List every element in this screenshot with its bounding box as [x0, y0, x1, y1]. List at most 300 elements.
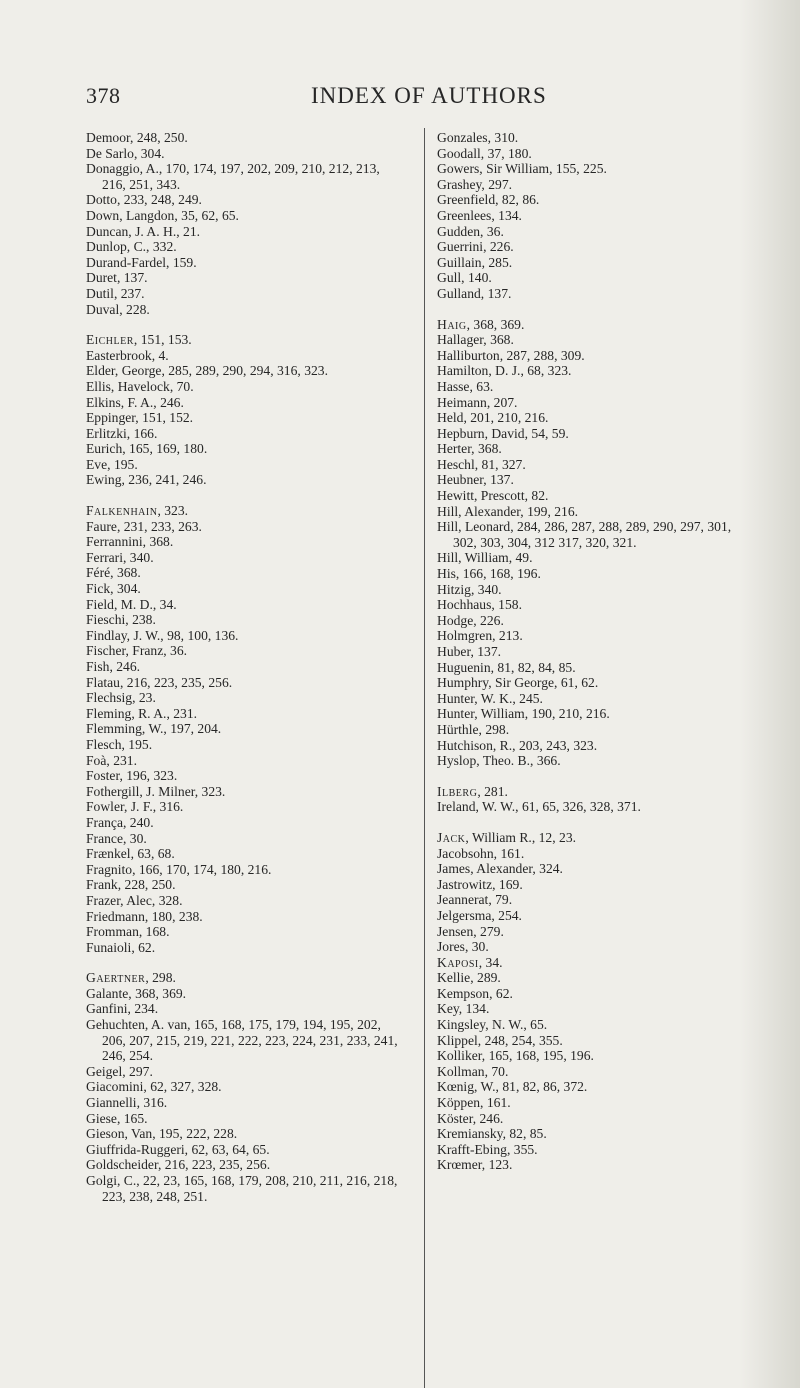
index-entry [437, 488, 755, 504]
page-references: , 68, 323. [520, 363, 572, 379]
author-name: Herter [437, 441, 472, 457]
index-entry [86, 1142, 404, 1158]
page-references: , 134. [491, 207, 522, 223]
author-name: Hamilton, D. J. [437, 363, 521, 379]
index-entry [437, 332, 755, 348]
author-name: Findlay, J. W. [86, 627, 161, 643]
author-name: Fragnito [86, 861, 133, 877]
author-name: Frank [86, 877, 118, 893]
index-entry [437, 130, 755, 146]
page-references: , 151, 153. [133, 332, 192, 348]
index-entry [86, 799, 404, 815]
page-references: , 203, 243, 323. [512, 737, 598, 753]
index-entry [437, 317, 755, 333]
page-references: , 368, 369. [466, 316, 525, 332]
index-entry [437, 1064, 755, 1080]
author-name: Erlitzki [86, 425, 127, 441]
author-name: Hill, William [437, 550, 509, 566]
page-references: , 166, 170, 174, 180, 216. [132, 861, 272, 877]
index-entry [86, 1001, 404, 1017]
author-name: Jelgersma [437, 907, 492, 923]
index-entry [437, 706, 755, 722]
page-references: , 36. [163, 643, 188, 659]
author-name: Jensen [437, 923, 474, 939]
author-name: James, Alexander [437, 861, 533, 877]
index-entry [86, 768, 404, 784]
index-entry [86, 519, 404, 535]
page-references: , 226. [483, 239, 514, 255]
index-entry [86, 146, 404, 162]
page-references: , 137. [470, 644, 502, 659]
author-name: Kollman [437, 1063, 485, 1079]
index-entry [437, 1001, 755, 1017]
index-entry [86, 255, 404, 271]
index-entry [86, 1017, 404, 1064]
page-references: , 368. [142, 534, 174, 550]
letter-section-gap [86, 955, 404, 970]
page-references: , 137. [116, 270, 148, 286]
page-references: , 297. [122, 1063, 153, 1079]
author-name: Eve [86, 456, 108, 472]
page-references: , 366. [530, 753, 561, 769]
index-entry [437, 955, 755, 971]
page-references: , 368. [483, 332, 514, 348]
author-name: Huguenin [437, 659, 491, 675]
index-entry [437, 239, 755, 255]
page-references: , 37, 180. [480, 145, 532, 161]
index-entry [86, 986, 404, 1002]
page-references: , 137. [483, 472, 514, 488]
author-name: Ireland, W. W. [437, 799, 516, 815]
page-references: , 165. [116, 1110, 148, 1126]
author-name: Kremiansky [437, 1126, 503, 1142]
author-name: Greenlees [437, 207, 492, 223]
index-entry [437, 1111, 755, 1127]
author-name: Gonzales [437, 130, 488, 145]
index-entry [86, 893, 404, 909]
author-name: Hepburn, David [437, 425, 525, 441]
author-name: Haig [437, 316, 467, 332]
page-references: , 30. [464, 939, 489, 955]
index-entry [437, 970, 755, 986]
author-name: Kaposi [437, 954, 479, 970]
index-entry [86, 550, 404, 566]
letter-section-gap [437, 815, 755, 830]
index-entry [86, 581, 404, 597]
index-entry [437, 908, 755, 924]
author-name: Down, Langdon [86, 207, 175, 223]
index-entry [86, 877, 404, 893]
page-references: , 238. [125, 612, 156, 628]
page-references: , 237. [113, 285, 145, 301]
index-entry [86, 675, 404, 691]
index-entry [86, 753, 404, 769]
author-name: Giuffrida-Ruggeri [86, 1141, 185, 1157]
author-name: Gowers, Sir William [437, 161, 550, 177]
page-references: , 81, 82, 84, 85. [490, 659, 576, 675]
author-name: Frazer, Alec [86, 892, 152, 908]
page-references: , 54, 59. [524, 425, 569, 441]
index-entry [86, 192, 404, 208]
page-references: , 82, 85. [502, 1126, 547, 1142]
page-references: , 82. [524, 488, 549, 504]
author-name: Foster [86, 768, 120, 784]
page-references: , 62, 63, 64, 65. [184, 1141, 270, 1157]
author-name: Durand-Fardel [86, 254, 167, 270]
author-name: Féré [86, 565, 111, 581]
page-references: , 165, 168, 195, 196. [481, 1048, 594, 1064]
page-references: , 254. [491, 907, 522, 923]
author-name: Hutchison, R. [437, 737, 513, 753]
page-references: , 195. [107, 456, 138, 472]
author-name: Hasse [437, 378, 470, 394]
author-name: France [86, 830, 123, 846]
index-entry [437, 613, 755, 629]
page-references: , 123. [481, 1157, 513, 1173]
index-entry [86, 534, 404, 550]
page-references: , 12, 23. [531, 829, 577, 845]
page-references: , 166, 168, 196. [455, 566, 541, 582]
page-references: , 161. [480, 1095, 511, 1111]
author-name: Heubner [437, 472, 484, 488]
page-references: , 289. [470, 970, 501, 986]
page-references: , 196, 323. [119, 768, 178, 784]
index-entry [86, 270, 404, 286]
index-entry [86, 302, 404, 318]
index-entry [437, 395, 755, 411]
author-name: Faure [86, 518, 117, 534]
index-entry [437, 784, 755, 800]
author-name: Geigel [86, 1063, 123, 1079]
page-references: , 98, 100, 136. [160, 627, 239, 643]
page-references: , 168. [138, 924, 170, 940]
author-name: Hodge [437, 612, 474, 628]
index-entry [86, 239, 404, 255]
index-entry [86, 846, 404, 862]
author-name: Foà [86, 752, 107, 768]
page-references: , 36. [480, 223, 504, 239]
page-references: , 30. [123, 830, 147, 846]
index-entry [86, 161, 404, 192]
index-entry [86, 659, 404, 675]
index-entry [86, 565, 404, 581]
page-references: , 165, 168, 175, 179, 194, 195, 202, 206, 207, 215, 219, 221, 222, 223, 224, 231, 233, 241, 246, 254. [102, 1017, 398, 1064]
index-entry [437, 1095, 755, 1111]
author-name: Köppen [437, 1095, 481, 1111]
index-entry [86, 457, 404, 473]
index-entry [86, 831, 404, 847]
page-references: , 35, 62, 65. [174, 207, 239, 223]
author-name: Hyslop, Theo. B. [437, 753, 531, 769]
index-entry [437, 161, 755, 177]
author-name: Ellis, Havelock [86, 378, 170, 394]
page-references: , 228, 250. [117, 877, 176, 893]
page-references: , 298. [478, 721, 510, 737]
index-entry [437, 270, 755, 286]
index-entry [437, 379, 755, 395]
author-name: Hürthle [437, 721, 479, 737]
author-name: Jacobsohn [437, 845, 494, 861]
page-references: , 281. [477, 783, 508, 799]
page-references: , 61, 62. [554, 675, 599, 691]
index-entry [86, 224, 404, 240]
index-entry [86, 1095, 404, 1111]
author-name: Humphry, Sir George [437, 675, 555, 691]
author-name: Easterbrook [86, 347, 152, 363]
author-name: Duval [86, 301, 120, 317]
page-references: , 79. [488, 892, 513, 908]
page-references: , 165, 169, 180. [122, 441, 208, 457]
page-references: , 190, 210, 216. [524, 706, 610, 722]
index-entry [86, 909, 404, 925]
page-references: , 70. [169, 378, 194, 394]
page-references: , 323. [194, 783, 226, 799]
index-entry [437, 939, 755, 955]
author-name: Eichler [86, 332, 134, 348]
index-entry [437, 192, 755, 208]
index-entry [437, 892, 755, 908]
page-references: , 328. [151, 892, 183, 908]
page-references: , 304. [133, 145, 165, 161]
index-entry [86, 1173, 404, 1204]
author-name: Held [437, 410, 464, 426]
page-references: , 246. [472, 1110, 504, 1126]
running-title: INDEX OF AUTHORS [311, 83, 547, 108]
page-references: , 368, 369. [128, 985, 187, 1001]
author-name: Heschl [437, 456, 475, 472]
index-entry [437, 861, 755, 877]
index-entry [86, 612, 404, 628]
author-name: Eurich [86, 441, 123, 457]
page-references: , 159. [166, 254, 197, 270]
author-name: Jores [437, 939, 465, 955]
index-entry [86, 628, 404, 644]
page-references: , 166. [126, 425, 158, 441]
page-references: , 213. [492, 628, 523, 644]
page-references: , 62. [489, 985, 513, 1001]
author-name: Fothergill, J. Milner [86, 783, 195, 799]
page-references: , 195, 222, 228. [152, 1126, 238, 1142]
page-references: , 197, 204. [163, 721, 222, 737]
page-references: , 82, 86. [495, 192, 540, 208]
page-references: , 81, 82, 86, 372. [495, 1079, 588, 1095]
index-entry [86, 1079, 404, 1095]
page-references: , 23. [132, 690, 156, 706]
author-name: Jack, William R. [437, 829, 532, 845]
page-references: , 65. [523, 1017, 548, 1033]
author-name: Gaertner [86, 970, 146, 986]
page-references: , 140. [461, 270, 492, 286]
index-entry [437, 877, 755, 893]
index-entry [86, 410, 404, 426]
author-name: Giacomini [86, 1079, 144, 1095]
page-references: , 195. [121, 736, 153, 752]
page-references: , 316. [136, 1095, 168, 1111]
page-references: , 216, 223, 235, 256. [157, 1157, 271, 1173]
index-entry [86, 862, 404, 878]
index-entry [437, 924, 755, 940]
index-entry [437, 224, 755, 240]
page-references: , 233, 248, 249. [116, 192, 202, 208]
author-name: Fowler, J. F. [86, 799, 153, 815]
author-name: Fischer, Franz [86, 643, 164, 659]
index-entry [437, 753, 755, 769]
page-references: , 169. [492, 876, 523, 892]
author-name: Eppinger [86, 410, 136, 426]
page-references: , 332. [146, 239, 177, 255]
index-entry [437, 628, 755, 644]
page-references: , 137. [480, 285, 512, 301]
author-name: Hunter, W. K. [437, 690, 513, 706]
index-entry [86, 690, 404, 706]
page-references: , 240. [123, 814, 154, 830]
page-references: , 246. [109, 659, 141, 674]
page-references: , 285. [481, 254, 513, 270]
page-references: , 34. [152, 596, 177, 612]
page-references: , 245. [512, 690, 543, 706]
author-name: Flechsig [86, 690, 133, 706]
index-column-left [86, 130, 404, 1204]
page-references: , 216, 223, 235, 256. [119, 674, 233, 690]
index-entry [437, 830, 755, 846]
index-entry [437, 846, 755, 862]
author-name: Hewitt, Prescott [437, 488, 525, 504]
index-entry [86, 1064, 404, 1080]
page-references: , 151, 152. [135, 410, 194, 426]
page-references: , 62, 327, 328. [143, 1079, 222, 1095]
author-name: Flatau [86, 674, 120, 690]
author-name: Field, M. D. [86, 596, 153, 612]
index-entry [437, 691, 755, 707]
page-references: , 231. [106, 752, 137, 768]
page-references: , 22, 23, 165, 168, 179, 208, 210, 211, 216, 218, 223, 238, 248, 251. [102, 1173, 398, 1204]
author-name: De Sarlo [86, 145, 134, 161]
author-name: Duncan, J. A. H. [86, 223, 177, 239]
author-name: Kempson [437, 985, 490, 1001]
index-entry [437, 286, 755, 302]
index-entry [86, 332, 404, 348]
author-name: Friedmann [86, 908, 145, 924]
author-name: Guillain [437, 254, 482, 270]
index-entry [437, 1142, 755, 1158]
author-name: Duret [86, 270, 117, 286]
page-references: , 279. [473, 923, 504, 939]
page-references: , 284, 286, 287, 288, 289, 290, 297, 301, 302, 303, 304, 312 317, 320, 321. [453, 519, 732, 550]
page-references: , 323. [157, 503, 189, 519]
author-name: Klippel [437, 1032, 478, 1048]
index-entry [437, 1048, 755, 1064]
index-entry [437, 1157, 755, 1173]
page-references: , 207. [486, 394, 518, 410]
author-name: Gudden [437, 223, 481, 239]
index-entry [437, 348, 755, 364]
author-name: Greenfield [437, 192, 496, 208]
page-references: , 63, 68. [130, 846, 175, 862]
author-name: Frænkel [86, 846, 131, 862]
author-name: Goodall [437, 145, 481, 161]
index-entry [86, 1157, 404, 1173]
index-entry [86, 472, 404, 488]
index-entry [437, 566, 755, 582]
index-entry [437, 675, 755, 691]
letter-section-gap [86, 317, 404, 332]
index-entry [437, 1033, 755, 1049]
index-entry [86, 737, 404, 753]
page-references: , 134. [458, 1001, 490, 1017]
author-name: Fieschi [86, 612, 126, 628]
index-entry [86, 208, 404, 224]
author-name: His [437, 566, 456, 582]
author-name: Dotto [86, 192, 117, 208]
author-name: Krœmer [437, 1157, 482, 1173]
index-entry [437, 363, 755, 379]
page-references: , 158. [491, 597, 522, 613]
index-entry [437, 644, 755, 660]
index-entry [437, 582, 755, 598]
index-entry [86, 597, 404, 613]
index-entry [437, 426, 755, 442]
author-name: Giese [86, 1110, 117, 1126]
index-entry [86, 970, 404, 986]
author-name: Ilberg [437, 783, 478, 799]
author-name: Ferrari [86, 549, 123, 565]
author-name: Flesch [86, 736, 122, 752]
index-entry [437, 208, 755, 224]
author-name: Gehuchten, A. van [86, 1017, 188, 1033]
index-entry [86, 706, 404, 722]
page-references: , 287, 288, 309. [499, 347, 585, 363]
author-name: Krafft-Ebing [437, 1141, 507, 1157]
page-references: , 231, 233, 263. [116, 518, 202, 534]
index-entry [437, 1017, 755, 1033]
page-references: , 236, 241, 246. [121, 472, 207, 488]
author-name: Elkins, F. A. [86, 394, 154, 410]
page-references: , 226. [473, 612, 504, 628]
index-entry [86, 1126, 404, 1142]
index-entry [437, 472, 755, 488]
page-references: , 340. [123, 549, 154, 565]
page-number: 378 [86, 83, 121, 108]
index-entry [86, 924, 404, 940]
page-header [86, 83, 686, 117]
author-name: Gull [437, 270, 462, 286]
index-entry [86, 1111, 404, 1127]
page-references: , 231. [166, 705, 198, 721]
page-references: , 340. [470, 581, 502, 597]
index-entry [86, 815, 404, 831]
page-references: , 368. [471, 441, 502, 457]
author-name: Hallager [437, 332, 484, 348]
index-entry [86, 379, 404, 395]
page-references: , 21. [176, 223, 201, 239]
author-name: Dutil [86, 285, 114, 301]
author-name: Jastrowitz [437, 876, 493, 892]
index-entry [86, 395, 404, 411]
index-entry [86, 940, 404, 956]
page-references: , 63. [469, 378, 494, 394]
page-references: , 49. [508, 550, 533, 566]
author-name: Köster [437, 1110, 473, 1126]
index-entry [437, 799, 755, 815]
author-name: Fleming, R. A. [86, 705, 167, 721]
author-name: Huber [437, 644, 471, 659]
page-references: , 61, 65, 326, 328, 371. [515, 799, 641, 815]
index-entry [86, 426, 404, 442]
index-column-right [437, 130, 755, 1173]
letter-section-gap [437, 769, 755, 784]
index-entry [86, 130, 404, 146]
author-name: Gieson, Van [86, 1126, 153, 1142]
